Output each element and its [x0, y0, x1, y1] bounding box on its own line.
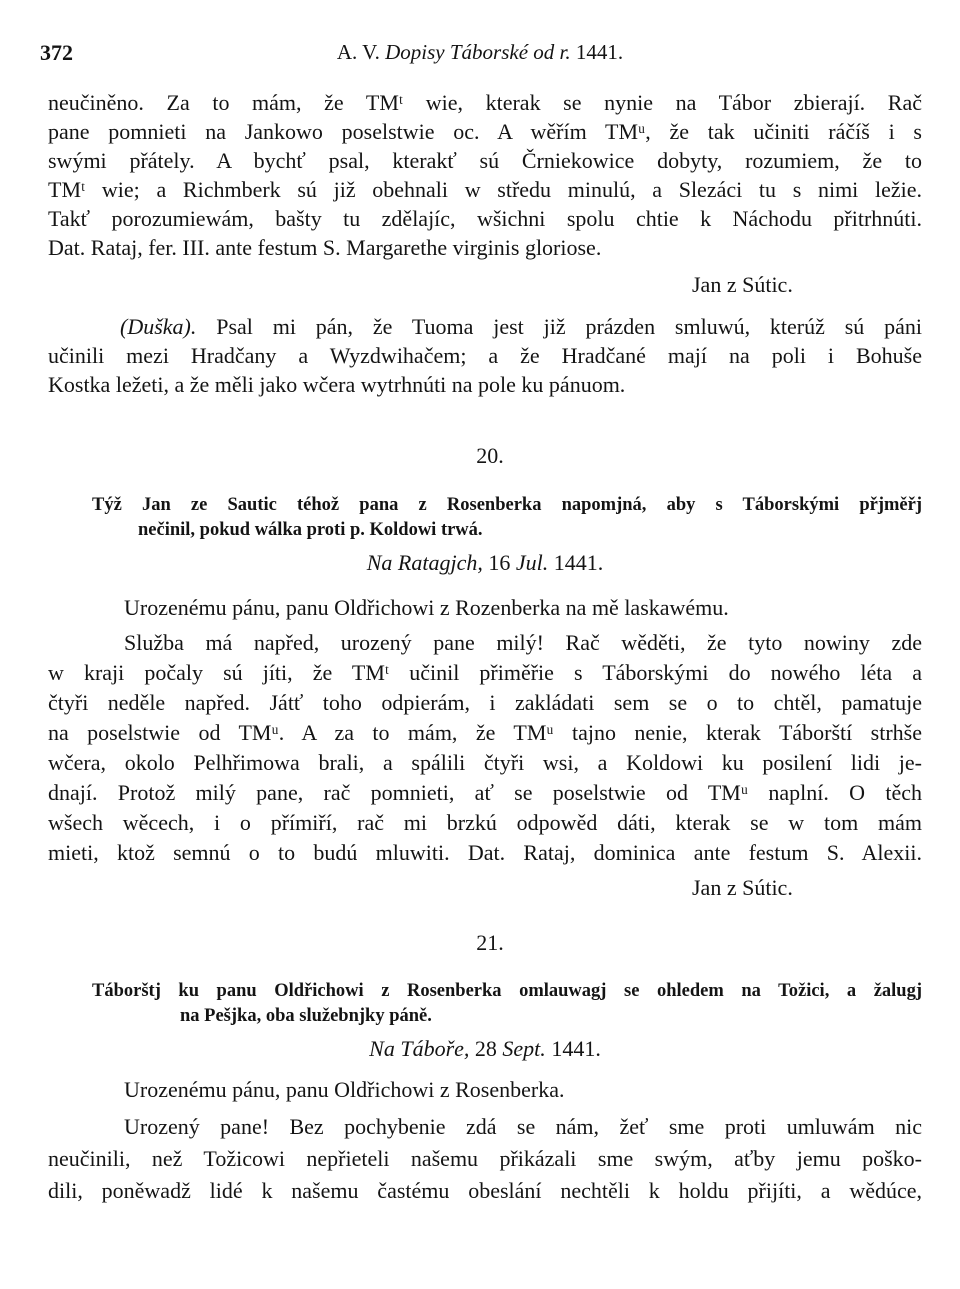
body-line: w kraji počaly sú jíti, že TMᵗ učinil přiměřie s Táborskými do nowého léta a [48, 660, 922, 685]
body-line: neučinili, než Tožicowi nepřieteli našemu přikázali sme swým, aťby jemu poško- [48, 1146, 922, 1171]
postscript-label: (Duška). [120, 314, 197, 339]
body-line: Takť porozumiewám, bašty tu zdělajíc, wšichni spolu chtie k Náchodu přitrhnúti. [48, 206, 922, 231]
postscript-line: učinili mezi Hradčany a Wyzdwihačem; a že Hradčané mají na poli i Bohuše [48, 343, 922, 368]
dateline-place: Na Táboře, [369, 1036, 470, 1061]
letter-summary: Táborštj ku panu Oldřichowi z Rosenberka omlauwagj se ohledem na Tožici, a žalugj [92, 981, 922, 1001]
dateline-day: 28 [474, 1036, 497, 1061]
body-line: Dat. Rataj, fer. III. ante festum S. Margarethe virginis gloriose. [48, 235, 602, 260]
running-title [0, 40, 960, 65]
body-line: dili, poněwadž lidé k našemu častému obeslání nechtěli k holdu přijíti, a wědúce, [48, 1178, 922, 1203]
body-line: dnají. Protož milý pane, rač pomnieti, ať se poselstwie od TMᵘ naplní. O těch [48, 780, 922, 805]
body-line: wčera, okolo Pelhřimowa brali, a spálili čtyři wsi, a Koldowi ku posilení lidi je- [48, 750, 922, 775]
letter-dateline [0, 1034, 960, 1064]
running-title-italic: Dopisy Táborské od r. [385, 40, 571, 64]
postscript-line: Kostka ležeti, a že měli jako wčera wytrhnúti na pole ku pánuom. [48, 372, 626, 397]
body-line: Služba má napřed, urozený pane milý! Rač wěděti, že tyto nowiny zde [124, 630, 922, 655]
letter-number: 20. [476, 443, 504, 468]
body-line: swými přátely. A bychť psal, kterakť sú Črniekowice dobyty, rozumiem, že to [48, 148, 922, 173]
letter-summary: na Pešjka, oba služebnjky páně. [180, 1006, 432, 1026]
body-line: mieti, ktož semnú o to budú mluwiti. Dat. Rataj, dominica ante festum S. Alexii. [48, 840, 922, 865]
letter-address: Urozenému pánu, panu Oldřichowi z Rozenberka na mě laskawému. [124, 595, 729, 620]
dateline-month: Sept. [502, 1036, 546, 1061]
body-line: Urozený pane! Bez pochybenie zdá se nám, žeť sme proti umluwám nic [124, 1114, 922, 1139]
dateline-year: 1441. [553, 550, 604, 575]
postscript-line [120, 312, 922, 342]
body-line: wšech wěcech, i o přímiří, rač mi brzkú odpowěd dáti, kterak se w tom mám [48, 810, 922, 835]
signature: Jan z Sútic. [692, 875, 793, 900]
body-line: pane pomnieti na Jankowo poselstwie oc. A wěřím TMᵘ, že tak učiniti ráčíš i s [48, 119, 922, 144]
running-title-year: 1441. [575, 40, 624, 64]
body-line: na poselstwie od TMᵘ. A za to mám, že TMᵘ tajno nenie, kterak Táborští strhše [48, 720, 922, 745]
body-line: TMᵗ wie; a Richmberk sú již obehnali w středu minulú, a Slezáci tu s nimi ležie. [48, 177, 922, 202]
letter-dateline [0, 548, 960, 578]
letter-summary: Týž Jan ze Sautic téhož pana z Rosenberka napomjná, aby s Táborskými přjměřj [92, 495, 922, 515]
dateline-year: 1441. [551, 1036, 601, 1061]
signature: Jan z Sútic. [692, 272, 793, 297]
body-line: čtyři neděle napřed. Játť toho odpierám, i zakládati sem se o to chtěl, pamatuje [48, 690, 922, 715]
letter-number: 21. [476, 930, 504, 955]
dateline-day: 16 [488, 550, 511, 575]
letter-address: Urozenému pánu, panu Oldřichowi z Rosenberka. [124, 1077, 565, 1102]
dateline-month: Jul. [515, 550, 549, 575]
running-title-prefix: A. V. [336, 40, 380, 64]
page-number: 372 [40, 40, 73, 65]
letter-summary: nečinil, pokud wálka proti p. Koldowi trwá. [138, 520, 483, 540]
postscript-text: Psal mi pán, že Tuoma jest již prázden smluwú, kterúž sú páni [216, 314, 923, 339]
body-line: neučiněno. Za to mám, že TMᵗ wie, kterak se nynie na Tábor zbierají. Rač [48, 90, 922, 115]
dateline-place: Na Ratagjch, [366, 550, 483, 575]
